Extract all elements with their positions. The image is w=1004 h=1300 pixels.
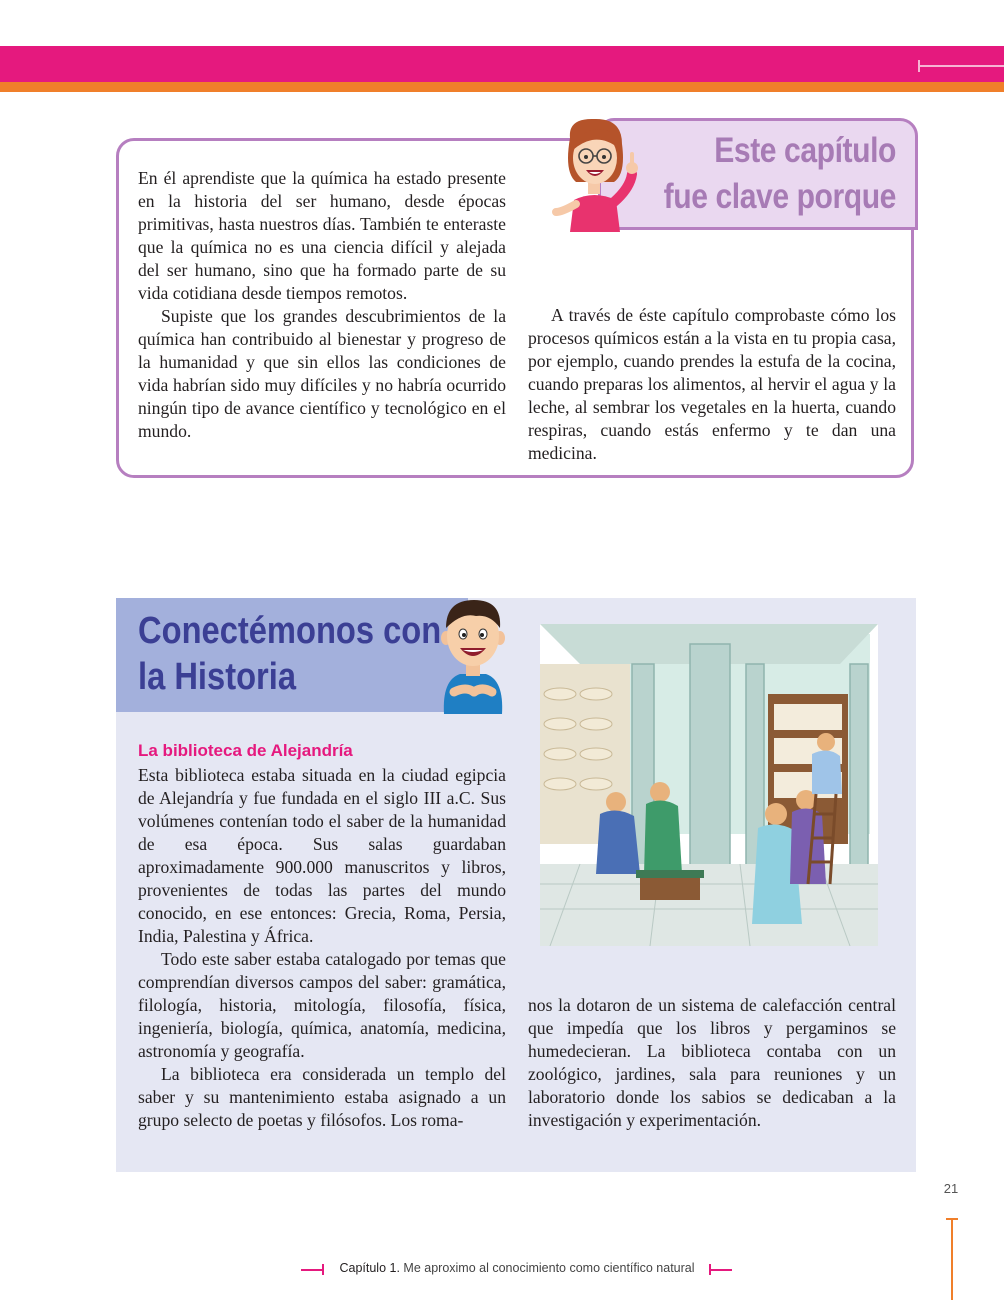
- historia-paragraph-3-part1: La biblioteca era considerada un templo del saber y su mantenimiento estaba asignado a un grupo selecto de poetas y filósofos. Los roma-: [138, 1064, 506, 1130]
- footer-chapter-label: Capítulo 1.: [339, 1261, 400, 1275]
- side-rule: [951, 1218, 953, 1300]
- header-band-orange: [0, 82, 1004, 92]
- library-of-alexandria-illustration: [540, 624, 878, 946]
- historia-title: [138, 608, 442, 700]
- clave-right-paragraph-1: A través de éste capítulo comprobaste cómo los procesos químicos están a la vista en tu propia casa, por ejemplo, cuando prendes la estufa de la cocina, cuando preparas los alimentos, al hervir el agua y la leche, al sembrar los vegetales en la huerta, cuando respiras, cuando estás enfermo y te dan una medicina.: [528, 305, 896, 463]
- clave-left-column: [138, 167, 506, 443]
- boy-character-illustration: [436, 596, 510, 714]
- historia-left-column: [138, 764, 506, 1132]
- girl-character-illustration: [548, 116, 640, 232]
- historia-paragraph-1: Esta biblioteca estaba situada en la ciudad egipcia de Alejandría y fue fundada en el siglo III a.C. Sus volúmenes contenían todo el saber de la humanidad de esa época. Sus salas guardaban aproximadamente 900.000 manuscritos y libros, provenientes de todas las partes del mundo conocido, en ese entonces: Grecia, Roma, Persia, India, Palestina y África.: [138, 765, 506, 946]
- clave-title-line2: fue clave porque: [663, 177, 896, 216]
- clave-left-paragraph-1: En él aprendiste que la química ha estado presente en la historia del ser humano, desde épocas primitivas, hasta nuestros días. También te enteraste que la química no es una ciencia difícil y alejada del ser humano, sino que ha formado parte de su vida cotidiana desde tiempos remotos.: [138, 168, 506, 303]
- historia-paragraph-3-part2: nos la dotaron de un sistema de calefacción central que impedía que los libros y pergaminos se humedecieran. La biblioteca contaba con un zoológico, jardines, sala para reuniones y un laboratorio donde los sabios se dedicaban a la investigación y experimentación.: [528, 995, 896, 1130]
- clave-title: [647, 128, 896, 220]
- header-band-magenta: [0, 46, 1004, 82]
- footer-rule-right: [710, 1269, 732, 1271]
- historia-title-line2: la Historia: [138, 656, 297, 698]
- clave-right-column: [528, 304, 896, 465]
- historia-right-column: [528, 994, 896, 1132]
- page-number: 21: [943, 1181, 959, 1196]
- historia-title-line1: Conectémonos con: [138, 610, 442, 652]
- historia-paragraph-2: Todo este saber estaba catalogado por temas que comprendían diversos campos del saber: gramática, filología, historia, mitología, filosofía, física, ingeniería, biología, química, anatomía, medicina, astronomía y geografía.: [138, 949, 506, 1061]
- header-rule-tick: [918, 60, 920, 72]
- header-rule: [918, 65, 1004, 67]
- clave-left-paragraph-2: Supiste que los grandes descubrimientos de la química han contribuido al bienestar y progreso de la humanidad y que sin ellos las condiciones de vida habrían sido muy difíciles y no habría ocurrido ningún tipo de avance científico y tecnológico en el mundo.: [138, 306, 506, 441]
- historia-subheading: La biblioteca de Alejandría: [138, 741, 353, 760]
- clave-title-line1: Este capítulo: [714, 131, 896, 170]
- footer-chapter-title: Me aproximo al conocimiento como científico natural: [403, 1261, 695, 1275]
- footer: [300, 1261, 734, 1275]
